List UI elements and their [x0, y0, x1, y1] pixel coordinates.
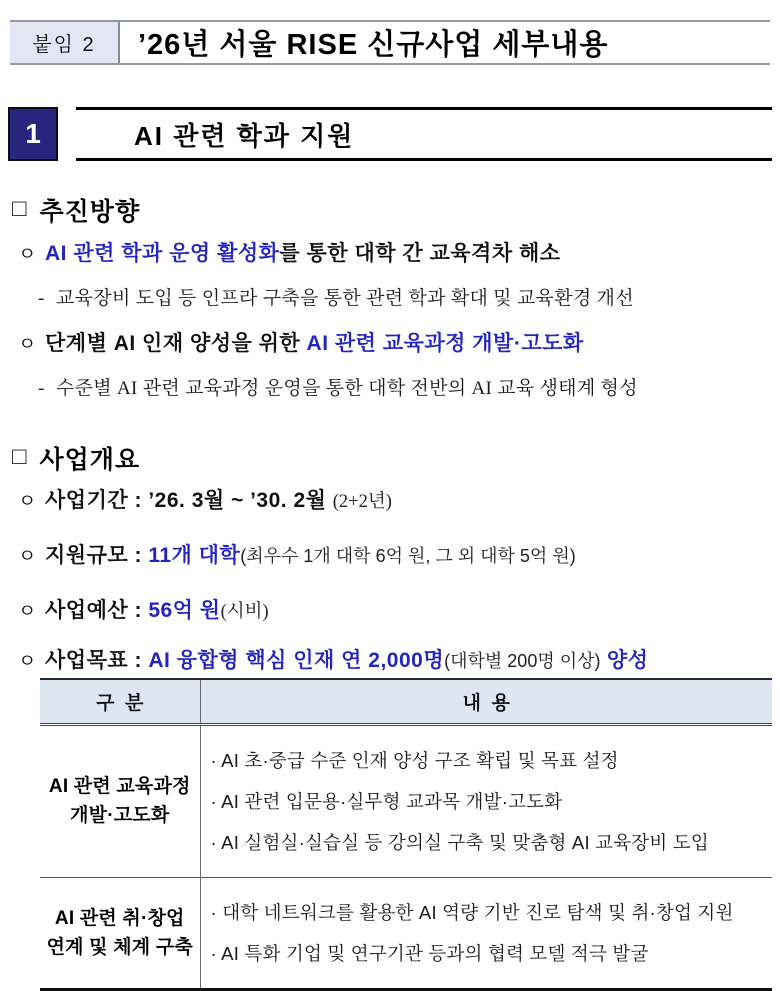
circle-bullet-icon: ㅇ [18, 491, 37, 512]
heading-direction [12, 192, 140, 228]
direction-item-1 [18, 237, 770, 267]
overview-budget-value: 56억 원 [148, 599, 221, 622]
category-line: 개발·고도화 [70, 805, 170, 826]
overview-budget-label: 사업예산 [45, 599, 129, 622]
direction-subitem-2 [38, 373, 770, 400]
content-line: · AI 초·중급 수준 인재 양성 구조 확립 및 목표 설정 [210, 749, 619, 771]
direction-subitem-1 [38, 283, 770, 310]
direction-item-1-highlight: AI 관련 학과 운영 활성화 [45, 242, 280, 265]
colon: : [128, 544, 149, 567]
overview-period-value: ’26. 3월 ~ ’30. 2월 [148, 489, 333, 512]
row-category-career [40, 877, 200, 989]
overview-goal-paren: (대학별 200명 이상) [444, 651, 601, 671]
direction-item-1-rest: 를 통한 대학 간 교육격차 해소 [279, 242, 561, 265]
heading-overview [12, 440, 140, 476]
content-line: · 대학 네트워크를 활용한 AI 역량 기반 진로 탐색 및 취·창업 지원 [210, 901, 734, 923]
overview-goal-value: AI 융합형 핵심 인재 연 2,000명 [148, 649, 445, 672]
direction-item-2-lead: 단계별 AI 인재 양성을 위한 [45, 332, 307, 355]
attachment-label: 붙임 2 [10, 22, 120, 63]
overview-scale-label: 지원규모 [45, 544, 129, 567]
column-header-content: 내 용 [200, 679, 772, 724]
section-number-badge: 1 [8, 107, 58, 161]
table-row [40, 877, 772, 989]
category-line: 연계 및 체계 구축 [46, 936, 193, 958]
dash-bullet-icon: - [38, 288, 45, 309]
direction-item-2 [18, 327, 770, 357]
square-bullet-icon: □ [12, 443, 28, 470]
row-content-career [200, 877, 772, 989]
circle-bullet-icon: ㅇ [18, 601, 37, 622]
category-line: AI 관련 교육과정 [48, 776, 191, 797]
colon: : [128, 599, 149, 622]
heading-overview-label: 사업개요 [39, 446, 141, 474]
overview-item-goal [18, 644, 770, 674]
direction-subitem-2-text: 수준별 AI 관련 교육과정 운영을 통한 대학 전반의 AI 교육 생태계 형성 [56, 378, 638, 399]
overview-item-scale [18, 539, 770, 569]
overview-scale-paren: (최우수 1개 대학 6억 원, 그 외 대학 5억 원) [240, 546, 576, 566]
content-line: · AI 특화 기업 및 연구기관 등과의 협력 모델 적극 발굴 [210, 942, 649, 964]
direction-item-2-highlight: AI 관련 교육과정 개발·고도화 [306, 332, 584, 355]
row-category-curriculum [40, 724, 200, 877]
circle-bullet-icon: ㅇ [18, 546, 37, 567]
overview-item-budget [18, 594, 770, 624]
page-title: ’26년 서울 RISE 신규사업 세부내용 [138, 29, 609, 61]
overview-item-period [18, 484, 770, 514]
table-header-row [40, 679, 772, 724]
colon: : [128, 489, 149, 512]
column-header-category: 구 분 [40, 679, 200, 724]
circle-bullet-icon: ㅇ [18, 651, 37, 672]
colon: : [128, 649, 149, 672]
circle-bullet-icon: ㅇ [18, 244, 37, 265]
section-title: AI 관련 학과 지원 [76, 107, 772, 161]
section-header [8, 107, 772, 161]
heading-direction-label: 추진방향 [39, 198, 141, 226]
overview-goal-label: 사업목표 [45, 649, 129, 672]
overview-period-label: 사업기간 [45, 489, 129, 512]
attachment-header [10, 20, 770, 65]
row-content-curriculum [200, 724, 772, 877]
overview-goal-tail: 양성 [600, 649, 649, 672]
table-row [40, 724, 772, 877]
overview-scale-value: 11개 대학 [148, 544, 241, 567]
content-line: · AI 관련 입문용·실무형 교과목 개발·고도화 [210, 790, 563, 812]
dash-bullet-icon: - [38, 378, 45, 399]
direction-subitem-1-text: 교육장비 도입 등 인프라 구축을 통한 관련 학과 확대 및 교육환경 개선 [56, 288, 634, 309]
square-bullet-icon: □ [12, 195, 28, 222]
overview-budget-paren: (시비) [220, 602, 269, 622]
detail-table [40, 678, 772, 991]
content-line: · AI 실험실·실습실 등 강의실 구축 및 맞춤형 AI 교육장비 도입 [210, 831, 709, 853]
category-line: AI 관련 취·창업 [54, 907, 185, 929]
circle-bullet-icon: ㅇ [18, 334, 37, 355]
overview-period-paren: (2+2년) [332, 492, 392, 512]
